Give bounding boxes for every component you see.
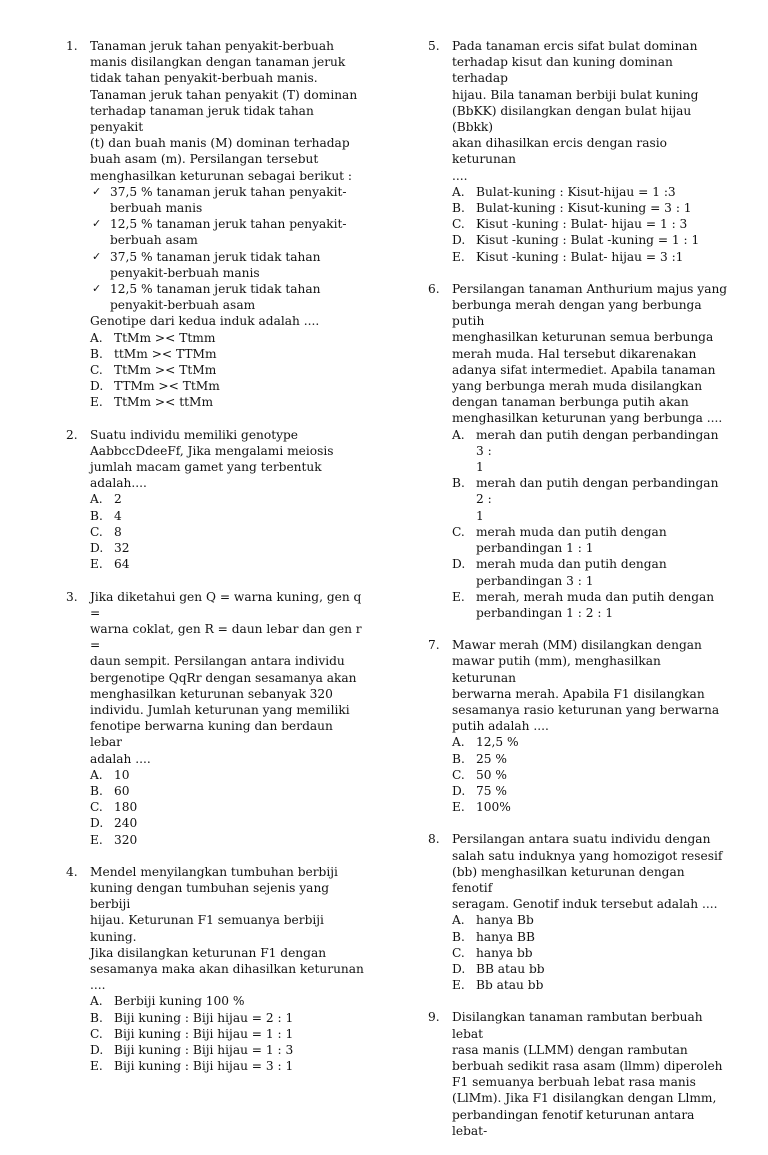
option-text: 100% [476, 800, 511, 815]
answer-option [452, 184, 728, 200]
answer-option [452, 799, 728, 815]
option-text: merah muda dan putih dengan perbandingan 3 : 1 [476, 557, 667, 588]
answer-option [90, 394, 366, 410]
option-list [452, 912, 728, 993]
answer-option [90, 799, 366, 815]
option-text: Bulat-kuning : Kisut-kuning = 3 : 1 [476, 201, 692, 216]
option-letter: A. [90, 767, 103, 782]
checkmark-icon: ✓ [92, 217, 102, 231]
option-text: 75 % [476, 783, 507, 798]
answer-option [452, 767, 728, 783]
option-text: Biji kuning : Biji hijau = 1 : 3 [114, 1042, 294, 1057]
answer-option [452, 216, 728, 232]
question-number: 2. [66, 427, 78, 442]
option-letter: E. [452, 800, 465, 815]
answer-option [90, 1010, 366, 1026]
option-text: BB atau bb [476, 961, 545, 976]
option-text: Kisut -kuning : Bulat -kuning = 1 : 1 [476, 233, 700, 248]
answer-option [452, 961, 728, 977]
option-letter: D. [452, 233, 466, 248]
left-column [66, 38, 366, 1090]
check-item [90, 184, 366, 216]
option-letter: C. [452, 767, 465, 782]
option-text: Kisut -kuning : Bulat- hijau = 1 : 3 [476, 217, 688, 232]
option-letter: E. [452, 978, 465, 993]
option-letter: C. [452, 945, 465, 960]
question-number: 3. [66, 589, 78, 604]
option-letter: D. [452, 783, 466, 798]
question-number: 6. [428, 281, 440, 296]
right-column [428, 38, 728, 1155]
option-text: 50 % [476, 767, 507, 782]
answer-option [90, 767, 366, 783]
question-7 [428, 637, 728, 815]
option-text: Kisut -kuning : Bulat- hijau = 3 :1 [476, 249, 684, 264]
question-6 [428, 281, 728, 621]
option-letter: B. [90, 783, 103, 798]
option-text: 25 % [476, 751, 507, 766]
option-text: hanya Bb [476, 913, 534, 928]
check-item-text: 12,5 % tanaman jeruk tahan penyakit- berbuah asam [110, 217, 347, 248]
option-letter: C. [90, 363, 103, 378]
question-stem: Persilangan antara suatu individu dengan salah satu induknya yang homozigot resesif (bb) menghasilkan keturunan dengan fenotif seragam. Genotif induk tersebut adalah .... [452, 832, 723, 912]
option-letter: B. [90, 508, 103, 523]
answer-option [90, 540, 366, 556]
option-text: 180 [114, 800, 138, 815]
option-text: 64 [114, 557, 130, 572]
option-list [452, 184, 728, 265]
question-1 [66, 38, 366, 411]
option-text: Bb atau bb [476, 978, 544, 993]
check-item-text: 37,5 % tanaman jeruk tahan penyakit- berbuah manis [110, 184, 347, 216]
answer-option [90, 491, 366, 507]
check-list [90, 184, 366, 314]
option-text: TtMm >< Ttmm [114, 330, 216, 345]
option-text: Bulat-kuning : Kisut-hijau = 1 :3 [476, 184, 676, 199]
option-text: merah, merah muda dan putih dengan perbandingan 1 : 2 : 1 [476, 589, 715, 620]
option-letter: C. [452, 217, 465, 232]
option-letter: A. [90, 330, 103, 345]
option-letter: B. [452, 751, 465, 766]
option-letter: B. [452, 476, 465, 491]
option-list [90, 767, 366, 848]
option-letter: E. [90, 557, 103, 572]
option-letter: E. [90, 832, 103, 847]
question-number: 8. [428, 832, 440, 847]
option-letter: E. [90, 395, 103, 410]
answer-option [90, 1058, 366, 1074]
option-letter: B. [90, 346, 103, 361]
answer-option [90, 346, 366, 362]
option-text: Biji kuning : Biji hijau = 2 : 1 [114, 1010, 294, 1025]
option-list [452, 734, 728, 815]
answer-option [452, 977, 728, 993]
option-letter: D. [90, 379, 104, 394]
option-text: TTMm >< TtMm [114, 379, 220, 394]
answer-option [452, 524, 728, 556]
answer-option [90, 524, 366, 540]
option-letter: E. [452, 249, 465, 264]
answer-option [452, 783, 728, 799]
question-number: 9. [428, 1010, 440, 1025]
answer-option [90, 783, 366, 799]
answer-option [452, 751, 728, 767]
option-text: 10 [114, 767, 130, 782]
option-text: 60 [114, 783, 130, 798]
answer-option [90, 993, 366, 1009]
option-letter: D. [90, 816, 104, 831]
answer-option [452, 200, 728, 216]
answer-option [452, 556, 728, 588]
option-letter: C. [90, 800, 103, 815]
option-letter: B. [452, 929, 465, 944]
question-number: 5. [428, 39, 440, 53]
option-list [90, 330, 366, 411]
option-letter: E. [452, 589, 465, 604]
answer-option [90, 1042, 366, 1058]
option-letter: A. [452, 427, 465, 442]
option-text: 2 [114, 492, 122, 507]
option-list [90, 993, 366, 1074]
option-text: merah dan putih dengan perbandingan 3 : 1 [476, 427, 719, 475]
question-prompt: Genotipe dari kedua induk adalah .... [90, 314, 320, 329]
answer-option [90, 362, 366, 378]
option-letter: D. [452, 557, 466, 572]
answer-option [452, 249, 728, 265]
check-item-text: 37,5 % tanaman jeruk tidak tahan penyakit-berbuah manis [110, 249, 321, 280]
option-text: Berbiji kuning 100 % [114, 994, 245, 1009]
option-text: 12,5 % [476, 735, 519, 750]
question-stem: Suatu individu memiliki genotype AabbccDdeeFf, Jika mengalami meiosis jumlah macam gamet yang terbentuk adalah.... [90, 427, 334, 491]
option-text: 8 [114, 524, 122, 539]
question-stem: Persilangan tanaman Anthurium majus yang berbunga merah dengan yang berbunga putih menghasilkan keturunan semua berbunga merah muda. Hal tersebut dikarenakan adanya sifat intermediet. Apabila tanaman yang berbunga merah muda disilangkan dengan tanaman berbunga putih akan menghasilkan keturunan yang berbunga .... [452, 281, 728, 426]
answer-option [90, 1026, 366, 1042]
option-letter: C. [90, 1026, 103, 1041]
question-number: 7. [428, 638, 440, 653]
option-text: 4 [114, 508, 122, 523]
check-item [90, 216, 366, 248]
option-text: hanya bb [476, 945, 533, 960]
option-text: Biji kuning : Biji hijau = 1 : 1 [114, 1026, 294, 1041]
option-text: 240 [114, 816, 138, 831]
option-letter: D. [90, 1042, 104, 1057]
question-2 [66, 427, 366, 573]
option-text: merah muda dan putih dengan perbandingan 1 : 1 [476, 524, 667, 556]
option-list [90, 491, 366, 572]
question-8 [428, 831, 728, 993]
answer-option [452, 945, 728, 961]
option-letter: A. [452, 913, 465, 928]
option-text: Biji kuning : Biji hijau = 3 : 1 [114, 1059, 294, 1074]
option-text: ttMm >< TTMm [114, 346, 217, 361]
question-5 [428, 38, 728, 265]
question-4 [66, 864, 366, 1075]
check-item [90, 281, 366, 313]
answer-option [452, 589, 728, 621]
question-stem: Jika diketahui gen Q = warna kuning, gen q = warna coklat, gen R = daun lebar dan gen r = daun sempit. Persilangan antara individu bergenotipe QqRr dengan sesamanya akan menghasilkan keturunan sebanyak 320 individu. Jumlah keturunan yang memiliki fenotipe berwarna kuning dan berdaun lebar adalah .... [90, 589, 362, 766]
option-letter: A. [452, 735, 465, 750]
option-letter: B. [452, 201, 465, 216]
question-9 [428, 1009, 728, 1139]
option-letter: D. [452, 961, 466, 976]
check-item-text: 12,5 % tanaman jeruk tidak tahan penyakit-berbuah asam [110, 282, 321, 313]
answer-option [452, 232, 728, 248]
question-stem: Mendel menyilangkan tumbuhan berbiji kuning dengan tumbuhan sejenis yang berbiji hijau. Keturunan F1 semuanya berbiji kuning. Jika disilangkan keturunan F1 dengan sesamanya maka akan dihasilkan keturunan .... [90, 864, 364, 993]
question-number: 1. [66, 39, 78, 53]
check-item [90, 249, 366, 281]
option-letter: B. [90, 1010, 103, 1025]
answer-option [90, 378, 366, 394]
option-text: 32 [114, 541, 130, 556]
answer-option [90, 832, 366, 848]
option-text: 320 [114, 832, 138, 847]
answer-option [452, 734, 728, 750]
option-list [452, 427, 728, 621]
option-letter: C. [452, 524, 465, 539]
option-text: TtMm >< TtMm [114, 363, 217, 378]
answer-option [90, 556, 366, 572]
question-stem: Tanaman jeruk tahan penyakit-berbuah manis disilangkan dengan tanaman jeruk tidak tahan penyakit-berbuah manis. Tanaman jeruk tahan penyakit (T) dominan terhadap tanaman jeruk tidak tahan penyakit (t) dan buah manis (M) dominan terhadap buah asam (m). Persilangan tersebut menghasilkan keturunan sebagai berikut : [90, 39, 358, 183]
option-letter: E. [90, 1059, 103, 1074]
option-letter: C. [90, 524, 103, 539]
question-number: 4. [66, 864, 78, 879]
answer-option [90, 330, 366, 346]
option-text: hanya BB [476, 929, 535, 944]
answer-option [452, 427, 728, 476]
option-text: merah dan putih dengan perbandingan 2 : 1 [476, 476, 719, 523]
option-letter: A. [90, 492, 103, 507]
option-text: TtMm >< ttMm [114, 395, 214, 410]
option-letter: A. [452, 184, 465, 199]
question-stem: Disilangkan tanaman rambutan berbuah lebat rasa manis (LLMM) dengan rambutan berbuah sedikit rasa asam (llmm) diperoleh F1 semuanya berbuah lebat rasa manis (LlMm). Jika F1 disilangkan dengan Llmm, perbandingan fenotif keturunan antara lebat- [452, 1010, 723, 1138]
answer-option [452, 912, 728, 928]
checkmark-icon: ✓ [92, 282, 102, 296]
option-letter: A. [90, 994, 103, 1009]
option-letter: D. [90, 541, 104, 556]
answer-option [90, 508, 366, 524]
checkmark-icon: ✓ [92, 249, 102, 263]
answer-option [90, 815, 366, 831]
question-stem: Mawar merah (MM) disilangkan dengan mawar putih (mm), menghasilkan keturunan berwarna merah. Apabila F1 disilangkan sesamanya rasio keturunan yang berwarna putih adalah .... [452, 638, 720, 734]
checkmark-icon: ✓ [92, 184, 102, 198]
question-3 [66, 589, 366, 848]
answer-option [452, 475, 728, 524]
question-stem: Pada tanaman ercis sifat bulat dominan terhadap kisut dan kuning dominan terhadap hijau. Bila tanaman berbiji bulat kuning (BbKK) disilangkan dengan bulat hijau (Bbkk) akan dihasilkan ercis dengan rasio keturunan .... [452, 39, 699, 183]
answer-option [452, 929, 728, 945]
